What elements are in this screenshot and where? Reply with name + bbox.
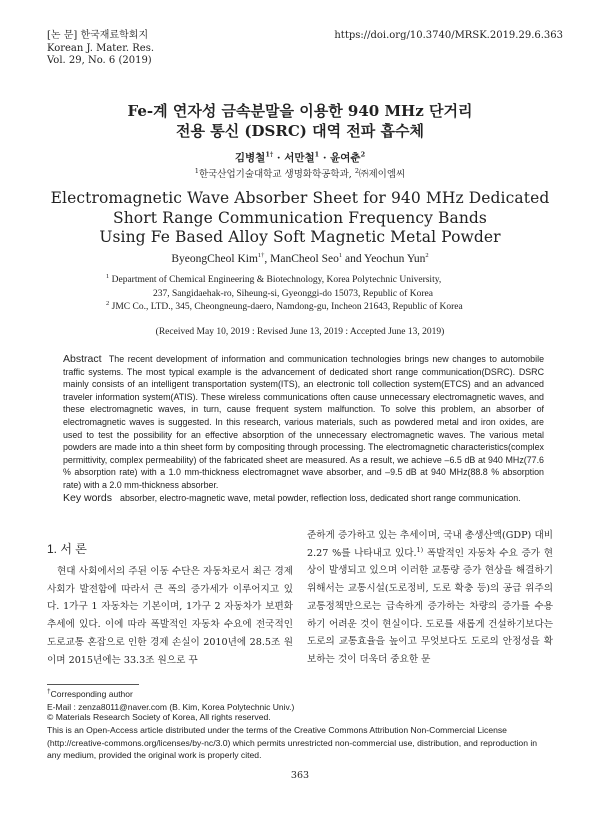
corresponding-author-footnote: [47, 688, 294, 713]
keywords: [63, 492, 544, 504]
author-ko-3-affil: 2: [360, 150, 366, 159]
corresponding-author-label: Corresponding author: [50, 689, 133, 699]
author-separator: and: [342, 253, 365, 265]
journal-name-ko: [논 문] 한국재료학회지: [47, 30, 149, 41]
affiliation-korean: [0, 166, 600, 180]
affil-ko-mark-2: 2: [354, 166, 359, 175]
author-en-2-affil: 1: [338, 252, 343, 260]
abstract-label: Abstract: [63, 353, 102, 365]
keywords-label: Key words: [63, 492, 113, 504]
affil-en-2: JMC Co., LTD., 345, Cheongneung-daero, Namdong-gu, Incheon 21643, Republic of Korea: [109, 302, 463, 312]
journal-volume: Vol. 29, No. 6 (2019): [47, 55, 152, 66]
page-number: 363: [290, 770, 310, 781]
copyright-line: © Materials Research Society of Korea, All rights reserved.: [47, 712, 271, 722]
author-ko-2: 서만철: [284, 152, 315, 164]
keywords-text: absorber, electro-magnetic wave, metal powder, reflection loss, dedicated short range communication.: [120, 493, 521, 503]
affil-en-mark-1: 1: [106, 272, 110, 280]
journal-name-en: Korean J. Mater. Res.: [47, 42, 155, 54]
affil-en-1: Department of Chemical Engineering & Biotechnology, Korea Polytechnic University,: [109, 275, 442, 285]
intro-paragraph-left: 현대 사회에서의 주된 이동 수단은 자동차로서 최근 경제사회가 발전함에 따라서 큰 폭의 증가세가 이루어지고 있다. 1가구 1 자동차는 기본이며, 1가구 2 자동차가 보편화 추세에 있다. 이에 따라 폭발적인 자동차 수요에 전국적인 도로교통 혼잡으로 인한 경제 손실이 2010년에 28.5조 원이며 2015년에는 33.3조 원으로 꾸: [47, 566, 293, 666]
author-en-2: ManCheol Seo: [270, 253, 339, 265]
author-en-1-affil: 1†: [257, 252, 265, 260]
author-en-3-affil: 2: [425, 252, 429, 260]
title-english-line-3: Using Fe Based Alloy Soft Magnetic Metal Powder: [99, 228, 501, 246]
doi-link[interactable]: https://doi.org/10.3740/MRSK.2019.29.6.363: [334, 30, 563, 41]
reference-mark[interactable]: 1): [416, 545, 424, 554]
authors-korean: [0, 150, 600, 165]
author-ko-1-affil: 1†: [265, 150, 274, 159]
author-separator: ,: [264, 253, 271, 265]
author-separator: ·: [319, 152, 331, 164]
body-column-left: [47, 563, 293, 669]
affil-en-mark-2: 2: [106, 299, 110, 307]
author-en-1: ByeongCheol Kim: [171, 253, 258, 265]
title-korean-line-2: 전용 통신 (DSRC) 대역 전파 흡수체: [176, 122, 424, 140]
authors-english: [0, 253, 600, 265]
author-ko-3: 윤여춘: [330, 152, 361, 164]
author-separator: ·: [273, 152, 285, 164]
affiliation-english: [106, 274, 526, 315]
body-column-right: [307, 527, 553, 669]
author-en-3: Yeochun Yun: [364, 253, 426, 265]
affil-ko-2: ㈜제이엠씨: [358, 169, 406, 180]
title-korean: [0, 101, 600, 141]
license-text: This is an Open-Access article distributed under the terms of the Creative Commons Attribution Non-Commercial License (http://creative-commons.org/licenses/by-nc/3.0) which permits unrestricted non-commercial use, distribution, and reproduction in any medium, provided the original work is properly cited.: [47, 724, 538, 761]
affil-ko-1: 한국산업기술대학교 생명화학공학과,: [198, 169, 355, 180]
author-ko-2-affil: 1: [314, 150, 320, 159]
affil-ko-mark-1: 1: [194, 166, 199, 175]
title-english: [0, 189, 600, 248]
license-notice: [47, 711, 553, 762]
abstract-text: The recent development of information and communication technologies brings new changes to automobile traffic systems. The most typical example is the advancement of dedicated short range communication(DSRC). DSRC mainly consists of an intelligent transportation system(ITS), an electronic toll collection system(ETCS) and an advanced traveler information system(ATIS). These wireless communications often cause unnecessary electromagnetic waves, and these electromagnetic waves, in turn, cause frequent system malfunction. To solve this problem, an absorber of electromagnetic waves is suggested. In this research, various materials, such as powdered metal and iron oxides, are used to test the possibility for an effective absorption of the unnecessary electromagnetic waves. The various metal powders are made into a thin sheet form by compositing through processing. The electromagnetic characteristics(complex permittivity, complex permeability) of the fabricated sheet are measured. As a result, we achieve –6.5 dB at 940 MHz(77.6 % absorption rate) with a 1.0 mm-thickness electromagnet wave absorber, and –9.5 dB at 940 MHz(88.8 % absorption rate) with a 2.0 mm-thickness absorber.: [63, 354, 544, 490]
dagger-mark: †: [47, 688, 51, 696]
journal-header: [47, 30, 154, 68]
received-dates: (Received May 10, 2019 : Revised June 13, 2019 : Accepted June 13, 2019): [155, 327, 445, 337]
title-korean-line-1: Fe-계 연자성 금속분말을 이용한 940 MHz 단거리: [127, 102, 473, 120]
section-heading-introduction: 1. 서 론: [47, 542, 87, 556]
title-english-line-1: Electromagnetic Wave Absorber Sheet for 940 MHz Dedicated: [50, 189, 550, 207]
affil-en-1-address: 237, Sangidaehak-ro, Siheung-si, Gyeonggi-do 15073, Republic of Korea: [153, 288, 433, 299]
author-ko-1: 김병철: [234, 152, 266, 164]
footnote-divider: [47, 684, 139, 685]
intro-paragraph-right-cont: 폭발적인 자동차 수요 증가 현상이 발생되고 있으며 이러한 교통량 증가 현상을 해결하기 위해서는 교통시설(도로정비, 도로 확충 등)의 공급 위주의 교통정책만으로는 급속하게 증가하는 차량의 증가를 수용하기 어려운 것이 현실이다. 도로를 새롭게 건설하기보다는 도로의 교통효율을 높이고 무엇보다도 도로의 안정성을 확보하는 것이 더욱더 중요한 문: [307, 547, 553, 665]
abstract: [63, 353, 544, 492]
corresponding-author-email[interactable]: E-Mail : zenza8011@naver.com (B. Kim, Korea Polytechnic Univ.): [47, 701, 295, 712]
title-english-line-2: Short Range Communication Frequency Bands: [113, 208, 487, 227]
intro-paragraph-right: 준하게 증가하고 있는 추세이며, 국내 총생산액(GDP) 대비 2.27 %를 나타내고 있다.: [307, 530, 553, 559]
